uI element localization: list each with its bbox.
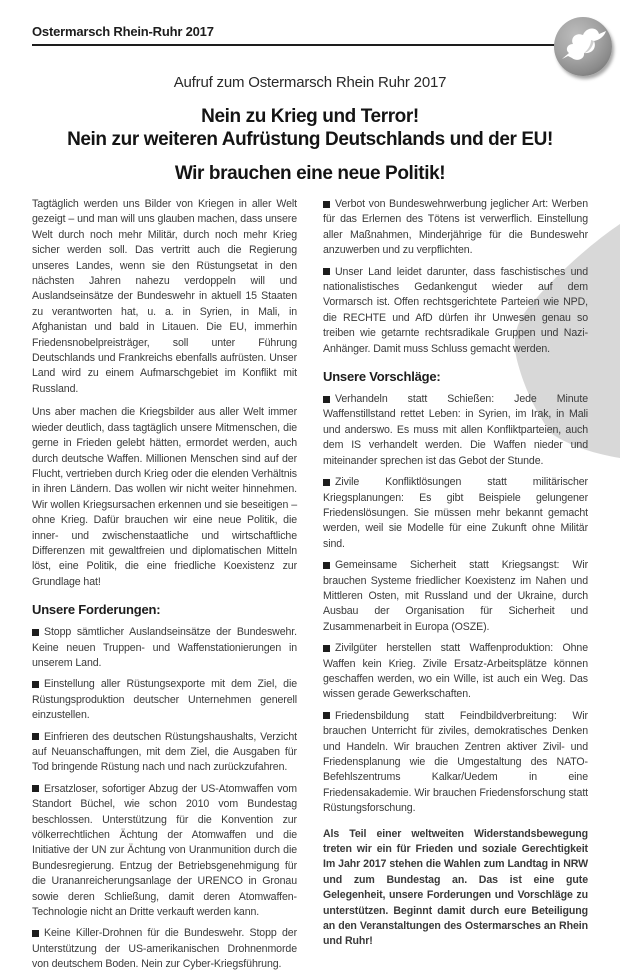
bullet-square-icon xyxy=(32,733,39,740)
bullet-text: Einstellung aller Rüstungsexporte mit dem Ziel, die Rüstungsproduktion deutscher Unternehmen generell einzustellen. xyxy=(32,678,297,722)
bullet-text: Zivilgüter herstellen statt Waffenproduktion: Ohne Waffen kein Krieg. Zivile Ersatz-Arbeitsplätze können geschaffen werden, wo ein Wille, ist auch ein Weg. Das wissen gerade Gewerkschaften. xyxy=(323,642,588,701)
bullet-item xyxy=(32,926,297,972)
bullet-square-icon xyxy=(32,629,39,636)
headline-line1: Nein zu Krieg und Terror! xyxy=(201,106,419,127)
bullet-text: Gemeinsame Sicherheit statt Kriegsangst: Wir brauchen Systeme friedlicher Koexistenz im Nahen und Mittleren Osten, mit Russland und der Ukraine, durch Ausbau der Organisation für Sicherheit und Zusammenarbeit in Europa (OSZE). xyxy=(323,559,588,633)
right-column xyxy=(323,197,588,979)
bullet-square-icon xyxy=(323,268,330,275)
bullet-square-icon xyxy=(323,645,330,652)
bullet-square-icon xyxy=(323,562,330,569)
header-rule xyxy=(32,44,564,46)
bullet-text: Keine Killer-Drohnen für die Bundeswehr. Stopp der Unterstützung der US-amerikanischen Drohnenmorde von deutschem Boden. Nein zur Cyber-Kriegsführung. xyxy=(32,927,297,971)
bullet-item xyxy=(323,265,588,357)
closing-appeal: Als Teil einer weltweiten Widerstandsbewegung treten wir ein für Frieden und soziale Gerechtigkeit Im Jahr 2017 stehen die Wahlen zum Landtag in NRW und zum Bundestag an. Das ist eine gute Gelegenheit, unsere Forderungen und Vorschläge zu unterstützen. Beginnt damit durch eure Beteiligung an den Veranstaltungen des Ostermarsches an Rhein und Ruhr! xyxy=(323,827,588,948)
bullet-square-icon xyxy=(32,681,39,688)
bullet-item xyxy=(323,641,588,703)
bullet-square-icon xyxy=(323,396,330,403)
page-header xyxy=(32,24,588,39)
section-heading-vorschlaege: Unsere Vorschläge: xyxy=(323,369,441,385)
bullet-text: Verbot von Bundeswehrwerbung jeglicher Art: Werben für das Erlernen des Tötens ist verwerflich. Einstellung aller Maßnahmen, Minderjährige für die Bundeswehr anzuwerben und zu verpflichten. xyxy=(323,198,588,257)
bullet-square-icon xyxy=(323,479,330,486)
bullet-text: Ersatzloser, sofortiger Abzug der US-Atomwaffen vom Standort Büchel, wie schon 2010 vom Bundestag beschlossen. Unterstützung für die Konvention zur völkerrechtlichen Ächtung der Atomwaffen und die Initiative der UN zur Ächtung von Uranmunition durch die Bundesregierung. Entzug der Betriebsgenehmigung für die Urananreicherungsanlage der URENCO in Gronau sowie deren Schließung, damit deren Atomwaffen-Technologie nicht an Dritte verkauft werden kann. xyxy=(32,782,297,919)
header-title: Ostermarsch Rhein-Ruhr 2017 xyxy=(32,24,214,39)
bullet-text: Stopp sämtlicher Auslandseinsätze der Bundeswehr. Keine neuen Truppen- und Waffenstationierungen in unserem Land. xyxy=(32,626,297,669)
bullet-item xyxy=(323,709,588,817)
headline xyxy=(0,105,620,151)
left-column xyxy=(32,197,297,979)
bullet-item xyxy=(32,782,297,921)
bullet-square-icon xyxy=(32,785,39,792)
bullet-text: Zivile Konfliktlösungen statt militärischer Kriegsplanungen: Es gibt Beispiele gelungener Friedenslösungen. Sie müssen mehr bekannt gemacht werden, weil sie Modelle für eine Zukunft ohne Militär sind. xyxy=(323,476,588,550)
bullet-item xyxy=(323,197,588,259)
bullet-square-icon xyxy=(323,712,330,719)
bullet-item xyxy=(323,392,588,469)
body-columns xyxy=(32,197,588,979)
body-paragraph: Uns aber machen die Kriegsbilder aus aller Welt immer wieder deutlich, dass tagtäglich unsere Mitmenschen, die gerne in Frieden gelebt hätten, ermordet werden, auch durch deutsche Waffen. Millionen Menschen sind auf der Flucht, vertrieben durch Krieg oder die elenden Verhältnis in ihren Ländern. Das wollen wir nicht weiter hinnehmen. Wir wollen Kriegsursachen erkennen und sie beseitigen – ohne Krieg. Dafür brauchen wir eine neue Politik, die inner- und zwischenstaatliche und wirtschaftliche Differenzen mit gewaltfreien und diplomatischen Mitteln löst, eine Politik, die eine friedliche Koexistenz zur Grundlage hat! xyxy=(32,406,297,588)
bullet-item xyxy=(323,558,588,635)
bullet-square-icon xyxy=(323,201,330,208)
bullet-item xyxy=(32,625,297,671)
headline-line3: Wir brauchen eine neue Politik! xyxy=(174,163,446,184)
bullet-text: Unser Land leidet darunter, dass faschistisches und nationalistisches Gedankengut wieder auf dem Vormarsch ist. Offen rechtsgerichtete Parteien wie NPD, die RECHTE und AfD dürfen ihr Unwesen genau so treiben wie getarnte rechtsradikale Gruppen und Nazi-Anhänger. Damit muss Schluss gemacht werden. xyxy=(323,265,588,355)
subtitle: Aufruf zum Ostermarsch Rhein Ruhr 2017 xyxy=(173,74,447,91)
bullet-item xyxy=(32,730,297,776)
body-paragraph: Tagtäglich werden uns Bilder von Kriegen in aller Welt gezeigt – und man will uns glauben machen, dass unsere Welt durch noch mehr Militär, durch noch mehr Krieg sicher werden soll. Das vertritt auch die Regierung unseres Landes, wenn sie den Rüstungsetat in den nächsten Jahren nahezu verdoppeln will und Auslandseinsätze der Bundeswehr in aktuell 15 Staaten zu verantworten hat, u. a. in Syrien, in Mali, in Afghanistan und bald in Litauen. Die EU, immerhin Friedensnobelpreisträger, soll unter Führung Deutschlands und Frankreichs ebenfalls aufrüsten. Unser Land wird zu einem Aufmarschgebiet im Konflikt mit Russland. xyxy=(32,198,297,395)
title-block xyxy=(0,74,620,185)
bullet-square-icon xyxy=(32,930,39,937)
bullet-text: Verhandeln statt Schießen: Jede Minute Waffenstillstand rettet Leben: in Syrien, im Irak, in Mali und anderswo. Es muss mit allen Konfliktparteien, auch dem IS verhandelt werden. Die Waffen nieder und miteinander sprechen ist das Gebot der Stunde. xyxy=(323,393,588,467)
bullet-item xyxy=(323,475,588,552)
bullet-text: Einfrieren des deutschen Rüstungshaushalts, Verzicht auf Neuanschaffungen, mit dem Ziel, die Ausgaben für Tod bringende Rüstung nach und nach zurückzufahren. xyxy=(32,730,297,774)
bullet-text: Friedensbildung statt Feindbildverbreitung: Wir brauchen Unterricht für ziviles, demokratisches Denken und Handeln. Wir brauchen Zentren aktiver Zivil- und Friedensplanung wie die Umgestaltung des NATO-Befehlszentrums Kalkar/Uedem in eine Friedensakademie. Wir brauchen Friedensforschung statt Rüstungsforschung. xyxy=(323,709,588,815)
headline-line2: Nein zur weiteren Aufrüstung Deutschlands und der EU! xyxy=(67,129,553,150)
section-heading-forderungen: Unsere Forderungen: xyxy=(32,602,161,618)
bullet-item xyxy=(32,677,297,723)
dove-icon xyxy=(554,17,612,76)
